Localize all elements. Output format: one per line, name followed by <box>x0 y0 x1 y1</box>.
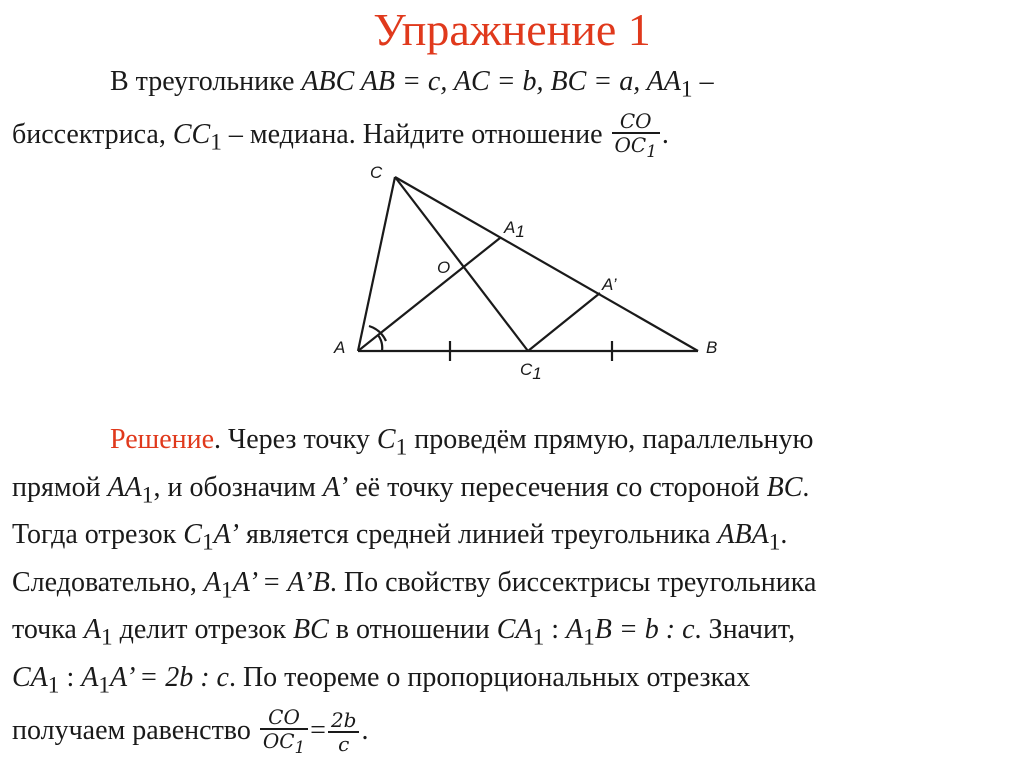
problem-text: биссектриса, <box>12 118 166 150</box>
problem-text: – <box>692 66 714 97</box>
label-a-prime: A’ <box>602 275 617 294</box>
problem-math: CC <box>172 118 211 150</box>
problem-sub: 1 <box>680 76 693 103</box>
solution-text: Решение. Через точку $C_1$ проведём прямую, параллельную прямой $AA_1$, и обозначим A’ её точку пересечения со стороной BC. Тогда отрезок $C_1A$’ является средней линией треугольника $ABA_1$. Следовательно, $A_1A$’ = A’B. По свойству биссектрисы треугольника точка $A_1$ делит отрезок BC в отношении $CA_1$ : $A_1B = b$ : c. Значит, $CA_1$ : $A_1A$’ = 2b : c. По теореме о пропорциональных отрезках получаем равенство $\frac{CO}{OC_1}$ = $\frac{2b}{c}$ . <box>12 424 817 757</box>
problem-text: – медиана. Найдите отношение <box>228 118 603 150</box>
problem-math: ABC AB = c, AC = b, BC = a, AA <box>301 66 681 97</box>
result-fraction-left: $\frac{CO}{OC_1}$ <box>260 706 308 759</box>
label-a: A <box>334 338 346 357</box>
fraction-denominator: OC <box>614 132 647 157</box>
label-o: O <box>437 258 451 277</box>
angle-arc <box>369 326 386 341</box>
label-b: B <box>706 338 718 357</box>
problem-text: В треугольнике <box>110 66 295 97</box>
problem-text: . <box>661 118 669 150</box>
page-title: Упражнение 1 <box>373 4 651 55</box>
fraction-sub: 1 <box>646 141 657 161</box>
fraction-numerator: CO <box>612 110 660 134</box>
label-c: C <box>370 163 383 182</box>
angle-arc <box>378 335 382 351</box>
label-c1: C1 <box>520 360 542 383</box>
problem-statement <box>12 62 1016 163</box>
problem-sub: 1 <box>210 129 222 156</box>
label-a1: A1 <box>504 218 525 241</box>
triangle-figure <box>320 150 720 385</box>
median-cc1 <box>395 177 528 351</box>
segment-c1a-prime <box>528 293 600 351</box>
result-fraction-right: $\frac{2b}{c}$ <box>328 709 360 755</box>
solution-heading: Решение <box>110 424 215 455</box>
